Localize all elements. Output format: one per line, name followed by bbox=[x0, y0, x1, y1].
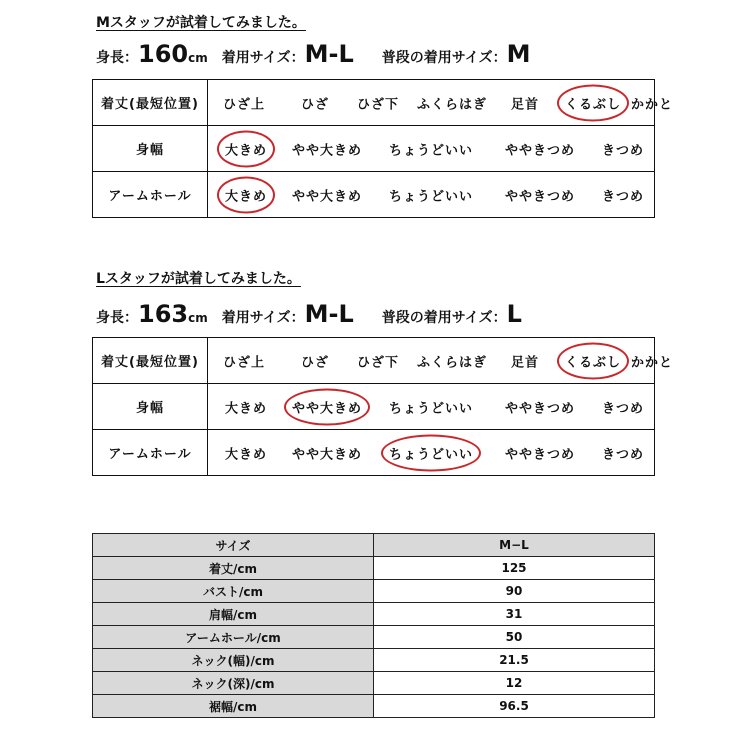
l-staff-info bbox=[96, 300, 522, 328]
size-key: ネック(幅)/cm bbox=[93, 649, 374, 672]
fit-option-selected: 大きめ bbox=[225, 185, 267, 204]
m-staff-info bbox=[96, 40, 531, 68]
fit-row-label: 着丈(最短位置) bbox=[93, 80, 208, 126]
fit-option: ややきつめ bbox=[504, 447, 576, 462]
fit-option: やや大きめ bbox=[291, 143, 363, 158]
m-height-label: 身長： bbox=[96, 50, 138, 66]
size-value: 96.5 bbox=[374, 695, 655, 718]
m-usual-label: 普段の着用サイズ： bbox=[381, 50, 507, 66]
l-worn-value: M-L bbox=[304, 300, 354, 328]
size-table-header bbox=[93, 534, 655, 557]
size-key: 着丈/cm bbox=[93, 557, 374, 580]
fit-row bbox=[93, 126, 655, 172]
size-value: 125 bbox=[374, 557, 655, 580]
fit-option-selected: くるぶし bbox=[565, 351, 621, 370]
l-fit-table bbox=[92, 337, 674, 476]
fit-option: ひざ上 bbox=[222, 97, 266, 112]
l-staff-title: Lスタッフが試着してみました。 bbox=[96, 271, 301, 287]
fit-row-label: アームホール bbox=[93, 430, 208, 476]
size-key: ネック(深)/cm bbox=[93, 672, 374, 695]
fit-row-label: 着丈(最短位置) bbox=[93, 338, 208, 384]
m-worn-value: M-L bbox=[304, 40, 354, 68]
size-value: 31 bbox=[374, 603, 655, 626]
fit-option: きつめ bbox=[601, 189, 645, 204]
fit-option: ひざ下 bbox=[356, 97, 400, 112]
fit-option: やや大きめ bbox=[291, 189, 363, 204]
table-row bbox=[93, 580, 655, 603]
m-usual-value: M bbox=[506, 40, 531, 68]
table-row bbox=[93, 672, 655, 695]
m-height-value: 160 bbox=[138, 40, 189, 68]
l-height-label: 身長： bbox=[96, 310, 138, 326]
fit-option: きつめ bbox=[601, 401, 645, 416]
fit-option: 大きめ bbox=[224, 447, 268, 462]
fit-option: ふくらはぎ bbox=[416, 355, 488, 370]
fit-option-selected: ちょうどいい bbox=[389, 443, 473, 462]
table-row bbox=[93, 626, 655, 649]
fit-options bbox=[208, 338, 674, 384]
fit-row bbox=[93, 172, 655, 218]
m-height-unit: cm bbox=[188, 51, 208, 65]
fit-option: ちょうどいい bbox=[388, 401, 474, 416]
size-value: 21.5 bbox=[374, 649, 655, 672]
m-staff-title: Mスタッフが試着してみました。 bbox=[96, 15, 306, 31]
table-row bbox=[93, 649, 655, 672]
m-worn-label: 着用サイズ： bbox=[221, 50, 305, 66]
l-usual-label: 普段の着用サイズ： bbox=[381, 310, 507, 326]
table-row bbox=[93, 695, 655, 718]
fit-row-label: 身幅 bbox=[93, 126, 208, 172]
fit-option: ひざ下 bbox=[356, 355, 400, 370]
fit-option: ひざ bbox=[300, 97, 330, 112]
fit-option: かかと bbox=[630, 355, 674, 370]
fit-option: やや大きめ bbox=[291, 447, 363, 462]
size-header-value: M−L bbox=[374, 534, 655, 557]
size-value: 12 bbox=[374, 672, 655, 695]
fit-options bbox=[208, 172, 655, 218]
fit-option: きつめ bbox=[601, 447, 645, 462]
fit-option: ひざ bbox=[300, 355, 330, 370]
fit-option: きつめ bbox=[601, 143, 645, 158]
fit-option: 大きめ bbox=[224, 401, 268, 416]
l-height-value: 163 bbox=[138, 300, 189, 328]
fit-option: 足首 bbox=[510, 97, 540, 112]
fit-option: ややきつめ bbox=[504, 143, 576, 158]
size-key: 肩幅/cm bbox=[93, 603, 374, 626]
fit-row bbox=[93, 430, 655, 476]
size-key: アームホール/cm bbox=[93, 626, 374, 649]
fit-row bbox=[93, 338, 655, 384]
l-height-unit: cm bbox=[188, 311, 208, 325]
size-value: 50 bbox=[374, 626, 655, 649]
fit-option: ややきつめ bbox=[504, 189, 576, 204]
size-value: 90 bbox=[374, 580, 655, 603]
fit-options bbox=[208, 384, 655, 430]
size-header-label: サイズ bbox=[93, 534, 374, 557]
fit-option: かかと bbox=[630, 97, 674, 112]
fit-row-label: アームホール bbox=[93, 172, 208, 218]
m-fit-table bbox=[92, 79, 674, 218]
fit-option-selected: 大きめ bbox=[225, 139, 267, 158]
fit-option: ちょうどいい bbox=[388, 143, 474, 158]
fit-option: ふくらはぎ bbox=[416, 97, 488, 112]
fit-options bbox=[208, 80, 674, 126]
size-table bbox=[92, 533, 655, 718]
fit-option-selected: くるぶし bbox=[565, 93, 621, 112]
l-worn-label: 着用サイズ： bbox=[221, 310, 305, 326]
fit-row-label: 身幅 bbox=[93, 384, 208, 430]
size-key: バスト/cm bbox=[93, 580, 374, 603]
l-usual-value: L bbox=[506, 300, 522, 328]
fit-option: 足首 bbox=[510, 355, 540, 370]
fit-option-selected: やや大きめ bbox=[292, 397, 362, 416]
fit-row bbox=[93, 80, 655, 126]
fit-option: ややきつめ bbox=[504, 401, 576, 416]
fit-options bbox=[208, 126, 655, 172]
table-row bbox=[93, 603, 655, 626]
fit-option: ひざ上 bbox=[222, 355, 266, 370]
fit-option: ちょうどいい bbox=[388, 189, 474, 204]
table-row bbox=[93, 557, 655, 580]
fit-options bbox=[208, 430, 655, 476]
fit-row bbox=[93, 384, 655, 430]
size-key: 裾幅/cm bbox=[93, 695, 374, 718]
